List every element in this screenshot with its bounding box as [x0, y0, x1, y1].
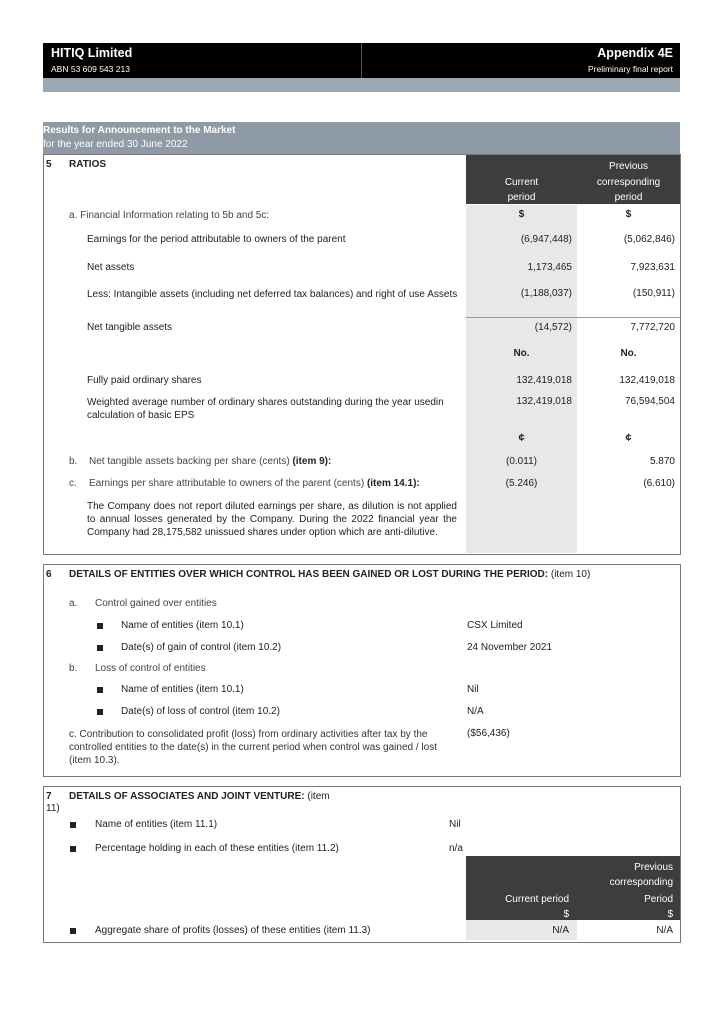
row-label-weighted-average: Weighted average number of ordinary shares outstanding during the year usedin calculation of basic EPS: [87, 397, 444, 421]
associates-pct-value: n/a: [449, 843, 463, 854]
gained-name-value: CSX Limited: [467, 620, 523, 631]
row-b-previous: 5.870: [649, 456, 675, 467]
lost-date-value: N/A: [467, 706, 484, 717]
s7-previous-label-2: corresponding: [609, 877, 673, 888]
bullet-icon: [70, 928, 76, 934]
row-current-earnings: (6,947,448): [520, 234, 572, 245]
row-b-current: (0.011): [506, 456, 537, 467]
dilution-note: The Company does not report diluted earnings per share, as dilution is not applied to annual losses generated by the Company. During the 2022 financial year the Company had 28,175,582 unissued shares under option which are anti-dilutive.: [87, 501, 457, 538]
row-current-weighted-average: 132,419,018: [516, 396, 572, 407]
section-7-number: 7: [46, 791, 52, 802]
row-c-previous: (6.610): [643, 478, 675, 489]
section-6b-prefix: b.: [69, 663, 78, 674]
s7-current-header: [466, 856, 577, 920]
aggregate-previous: N/A: [656, 925, 673, 936]
document-header: [43, 43, 680, 78]
previous-col-label-2: corresponding: [596, 177, 661, 188]
row-previous-net-tangible-assets: 7,772,720: [630, 322, 675, 333]
aggregate-current: N/A: [552, 925, 569, 936]
current-currency-symbol: $: [518, 209, 525, 220]
row-c-prefix: c.: [69, 478, 77, 489]
company-abn: ABN 53 609 543 213: [51, 64, 130, 74]
section-6-number: 6: [46, 569, 52, 580]
previous-col-label-3: period: [614, 192, 643, 203]
lost-name-value: Nil: [467, 684, 479, 695]
section-5-title: RATIOS: [69, 159, 107, 170]
previous-cents-symbol: ¢: [625, 432, 632, 444]
row-c-item: (item 14.1):: [366, 478, 420, 489]
associates-name-label: Name of entities (item 11.1): [95, 819, 218, 830]
current-no-label: No.: [513, 348, 530, 359]
s7-previous-label-1: Previous: [634, 862, 673, 873]
s7-previous-label-3: Period: [644, 894, 673, 905]
header-grey-bar: [43, 78, 680, 92]
row-c-label: [89, 478, 420, 489]
results-title: Results for Announcement to the Market: [43, 125, 236, 136]
row-label-net-tangible-assets: Net tangible assets: [87, 322, 173, 333]
bullet-icon: [70, 846, 76, 852]
section-7-title-text: DETAILS OF ASSOCIATES AND JOINT VENTURE:: [69, 791, 305, 802]
row-previous-earnings: (5,062,846): [623, 234, 675, 245]
current-col-label-2: period: [507, 192, 536, 203]
row-current-net-tangible-assets: (14,572): [534, 322, 572, 333]
lost-date-label: Date(s) of loss of control (item 10.2): [121, 706, 280, 717]
section-6a-label: Control gained over entities: [95, 598, 217, 609]
associates-name-value: Nil: [449, 819, 461, 830]
section-6a-prefix: a.: [69, 598, 78, 609]
bullet-icon: [97, 687, 103, 693]
s7-current-label: Current period: [505, 894, 569, 905]
gained-name-label: Name of entities (item 10.1): [121, 620, 244, 631]
header-divider: [361, 43, 362, 78]
lost-name-label: Name of entities (item 10.1): [121, 684, 244, 695]
row-c-current: (5.246): [505, 478, 538, 489]
current-col-label-1: Current: [504, 177, 539, 188]
row-b-prefix: b.: [69, 456, 78, 467]
current-cents-symbol: ¢: [518, 432, 525, 444]
current-col-underline: [466, 204, 577, 205]
row-previous-ordinary-shares: 132,419,018: [619, 375, 675, 386]
row-current-intangibles: (1,188,037): [520, 288, 572, 299]
section-7-title-item: (item: [307, 791, 330, 802]
bullet-icon: [97, 623, 103, 629]
section-7-title-item-cont: 11): [46, 803, 60, 814]
section-6b-label: Loss of control of entities: [95, 663, 206, 674]
previous-no-label: No.: [620, 348, 637, 359]
company-name: HITIQ Limited: [51, 46, 133, 60]
results-banner: [43, 122, 680, 154]
row-label-net-assets: Net assets: [87, 262, 135, 273]
bullet-icon: [97, 709, 103, 715]
subtotal-line: [466, 317, 680, 318]
bullet-icon: [97, 645, 103, 651]
row-b-label-text: Net tangible assets backing per share (cents): [89, 456, 290, 467]
previous-col-label-1: Previous: [609, 161, 648, 172]
bullet-icon: [70, 822, 76, 828]
row-current-net-assets: 1,173,465: [527, 262, 572, 273]
gained-date-label: Date(s) of gain of control (item 10.2): [121, 642, 282, 653]
section-7-title: [69, 791, 330, 802]
associates-pct-label: Percentage holding in each of these entities (item 11.2): [95, 843, 339, 854]
results-subtitle: for the year ended 30 June 2022: [43, 139, 188, 150]
section-5-number: 5: [46, 159, 52, 170]
s7-current-currency: $: [563, 909, 569, 920]
row-current-ordinary-shares: 132,419,018: [516, 375, 572, 386]
s7-previous-currency: $: [667, 909, 673, 920]
row-c-label-text: Earnings per share attributable to owners of the parent (cents): [89, 478, 365, 489]
section-5a-label: a. Financial Information relating to 5b and 5c:: [69, 210, 270, 221]
report-type: Preliminary final report: [587, 64, 673, 74]
previous-currency-symbol: $: [625, 209, 632, 220]
section-6-title: [69, 569, 590, 580]
gained-date-value: 24 November 2021: [467, 642, 553, 653]
contribution-label: c. Contribution to consolidated profit (loss) from ordinary activities after tax by the controlled entities to the date(s) in the current period when control was gained / lost (item 10.3).: [69, 729, 437, 766]
row-previous-net-assets: 7,923,631: [630, 262, 675, 273]
section-6-title-item: (item 10): [550, 569, 591, 580]
row-b-label: [89, 456, 331, 467]
contribution-value: ($56,436): [467, 728, 510, 739]
appendix-title: Appendix 4E: [597, 46, 673, 60]
row-label-intangibles: Less: Intangible assets (including net deferred tax balances) and right of use Assets: [87, 289, 458, 300]
row-previous-intangibles: (150,911): [632, 288, 675, 299]
row-previous-weighted-average: 76,594,504: [624, 396, 675, 407]
row-label-earnings: Earnings for the period attributable to owners of the parent: [87, 234, 346, 245]
aggregate-label: Aggregate share of profits (losses) of these entities (item 11.3): [95, 925, 371, 936]
row-b-item: (item 9):: [292, 456, 332, 467]
section-6-title-text: DETAILS OF ENTITIES OVER WHICH CONTROL HAS BEEN GAINED OR LOST DURING THE PERIOD:: [69, 569, 549, 580]
row-label-ordinary-shares: Fully paid ordinary shares: [87, 375, 202, 386]
